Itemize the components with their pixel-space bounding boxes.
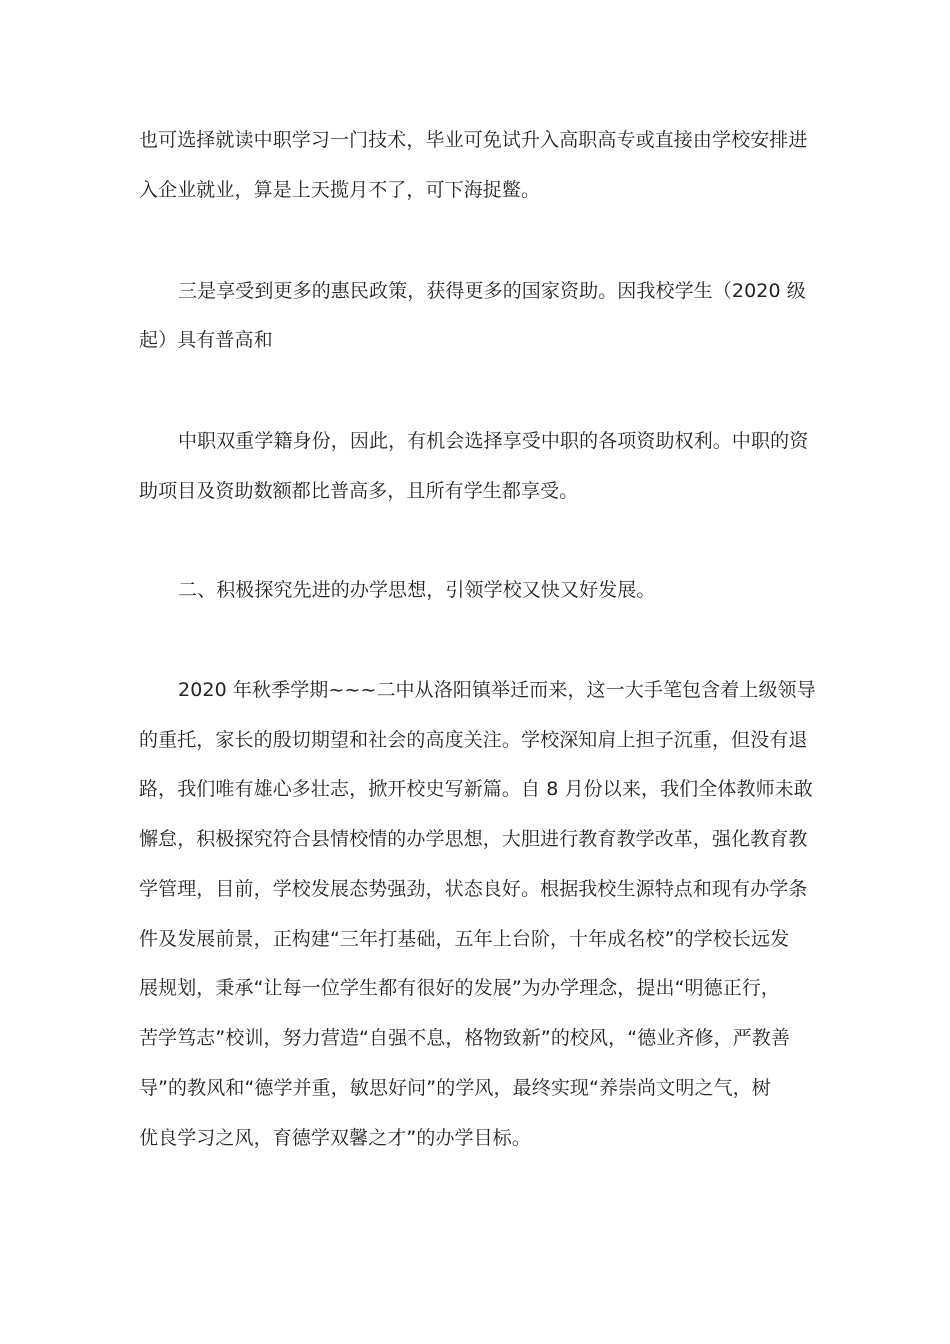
- section-heading: 二、积极探究先进的办学思想，引领学校又快又好发展。: [178, 579, 656, 601]
- paragraph-5-line-4: 懈怠，积极探究符合县情校情的办学思想，大胆进行教育教学改革，强化教育教: [139, 828, 808, 850]
- paragraph-5-line-1: 2020 年秋季学期~~~二中从洛阳镇举迁而来，这一大手笔包含着上级领导: [178, 679, 816, 701]
- paragraph-5-line-9: 导”的教风和“德学并重，敏思好问”的学风，最终实现“养崇尚文明之气，树: [139, 1077, 771, 1099]
- paragraph-5-line-10: 优良学习之风，育德学双馨之才”的办学目标。: [139, 1127, 531, 1149]
- paragraph-3-line-1: 中职双重学籍身份，因此，有机会选择享受中职的各项资助权利。中职的资: [178, 430, 809, 452]
- paragraph-2-line-2: 起）具有普高和: [139, 329, 273, 351]
- paragraph-3-line-2: 助项目及资助数额都比普高多，且所有学生都享受。: [139, 480, 579, 502]
- paragraph-5-line-5: 学管理，目前，学校发展态势强劲，状态良好。根据我校生源特点和现有办学条: [139, 878, 808, 900]
- paragraph-5-line-8: 苦学笃志”校训，努力营造“自强不息，格物致新”的校风，“德业齐修，严教善: [139, 1027, 790, 1049]
- paragraph-1-line-1: 也可选择就读中职学习一门技术，毕业可免试升入高职高专或直接由学校安排进: [139, 129, 808, 151]
- paragraph-2-line-1: 三是享受到更多的惠民政策，获得更多的国家资助。因我校学生（2020 级: [178, 280, 806, 302]
- paragraph-5-line-3: 路，我们唯有雄心多壮志，掀开校史写新篇。自 8 月份以来，我们全体教师未敢: [139, 778, 813, 800]
- paragraph-5-line-7: 展规划，秉承“让每一位学生都有很好的发展”为办学理念，提出“明德正行，: [139, 977, 781, 999]
- paragraph-5-line-6: 件及发展前景，正构建“三年打基础，五年上台阶，十年成名校”的学校长远发: [139, 928, 790, 950]
- paragraph-1-line-2: 入企业就业，算是上天揽月不了，可下海捉鳖。: [139, 179, 541, 201]
- paragraph-5-line-2: 的重托，家长的殷切期望和社会的高度关注。学校深知肩上担子沉重，但没有退: [139, 729, 808, 751]
